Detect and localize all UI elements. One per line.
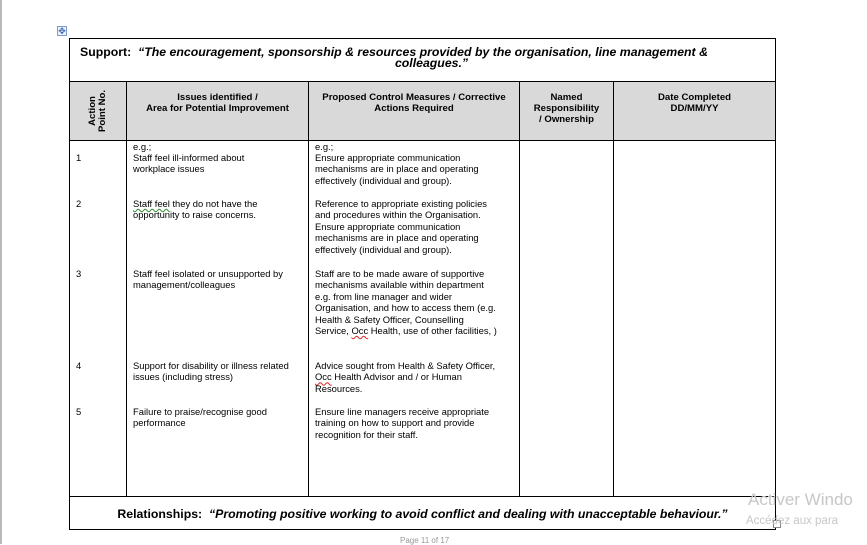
issue-line: opportunity to raise concerns. — [133, 209, 256, 221]
date-completed-cell[interactable] — [614, 141, 776, 497]
measure-line: mechanisms are in place and operating — [315, 163, 479, 175]
issue-line: issues (including stress) — [133, 371, 234, 383]
measure-line: Health & Safety Officer, Counselling — [315, 313, 464, 325]
spelling-flag[interactable]: Occ — [351, 325, 369, 337]
measure-example-label: e.g.; — [315, 141, 334, 152]
issue-line: Staff feel ill-informed about — [133, 152, 245, 163]
grammar-flag[interactable]: Staff feel — [133, 198, 170, 209]
measure-line: e.g. from line manager and wider — [315, 290, 453, 302]
header-issues[interactable] — [127, 82, 309, 141]
measure-line: Reference to appropriate existing policies — [315, 198, 487, 209]
measure-line: Ensure line managers receive appropriate — [315, 406, 490, 417]
action-number: 5 — [76, 406, 82, 417]
measure-item — [315, 360, 515, 394]
issue-line: Failure to praise/recognise good — [133, 406, 267, 417]
issue-line: Staff feel isolated or unsupported by — [133, 268, 283, 279]
action-number: 3 — [76, 268, 82, 279]
measure-line: training on how to support and provide — [315, 417, 475, 429]
header-action-point[interactable] — [70, 82, 127, 141]
relationships-title-cell[interactable] — [70, 497, 776, 530]
support-quote-line1: “The encouragement, sponsorship & resources provided by the organisation, line management & — [138, 45, 708, 59]
header-named-responsibility[interactable] — [520, 82, 614, 141]
measure-item — [315, 268, 515, 336]
measure-line: effectively (individual and group). — [315, 174, 452, 186]
header-named-line3: / Ownership — [539, 114, 594, 125]
issue-item — [133, 268, 304, 291]
action-number-cell[interactable] — [70, 141, 127, 497]
header-named-line2: Responsibility — [533, 103, 600, 114]
support-quote-line2: colleagues.” — [394, 56, 469, 70]
measure-line: and procedures within the Organisation. — [315, 209, 481, 221]
measure-item — [315, 198, 515, 255]
issues-cell[interactable] — [127, 141, 309, 497]
issue-line: workplace issues — [133, 163, 205, 175]
header-issues-line1: Issues identified / — [177, 92, 258, 103]
issue-item — [133, 406, 304, 429]
issue-item — [133, 152, 304, 175]
header-row — [70, 82, 776, 141]
header-measures-line2: Actions Required — [374, 103, 454, 114]
header-action-line2: Point No. — [97, 89, 108, 133]
measure-line-part: Health Advisor and / or Human — [331, 371, 462, 383]
risk-action-table — [69, 38, 776, 530]
measure-item — [315, 152, 515, 186]
activation-watermark-subtitle: Accédez aux para — [746, 515, 839, 527]
activation-watermark-title: Activer Windo — [748, 490, 853, 509]
support-label: Support: — [80, 45, 132, 59]
measures-cell[interactable] — [309, 141, 520, 497]
relationships-quote: “Promoting positive working to avoid conflict and dealing with unacceptable behaviour.” — [209, 507, 728, 521]
header-action-line1: Action — [87, 96, 98, 126]
support-title-cell[interactable] — [70, 39, 776, 82]
action-number: 1 — [76, 152, 82, 163]
measure-line-part: Health, use of other facilities, ) — [368, 325, 497, 337]
relationships-label: Relationships: — [117, 507, 203, 521]
page-left-edge — [0, 0, 2, 544]
move-table-icon[interactable]: ✥ — [58, 26, 66, 36]
measure-line: mechanisms are in place and operating — [315, 232, 479, 244]
issue-line: performance — [133, 417, 186, 429]
measure-line: Resources. — [315, 382, 363, 394]
issue-line: management/colleagues — [133, 279, 236, 291]
measure-line: Ensure appropriate communication — [315, 152, 461, 163]
issue-example-label: e.g.; — [133, 141, 152, 152]
measure-item — [315, 406, 515, 440]
issue-item — [133, 198, 304, 221]
named-responsibility-cell[interactable] — [520, 141, 614, 497]
action-number: 4 — [76, 360, 82, 371]
header-date-line2: DD/MM/YY — [670, 103, 719, 114]
measure-line — [315, 371, 515, 382]
header-date-line1: Date Completed — [658, 92, 732, 103]
header-issues-line2: Area for Potential Improvement — [146, 103, 289, 114]
header-measures-line1: Proposed Control Measures / Corrective — [322, 92, 506, 103]
header-named-line1: Named — [550, 92, 583, 103]
measure-line: Staff are to be made aware of supportive — [315, 268, 485, 279]
action-number: 2 — [76, 198, 82, 209]
issue-line: Support for disability or illness related — [133, 360, 289, 371]
issue-item — [133, 360, 304, 383]
spelling-flag[interactable]: Occ — [315, 371, 332, 383]
measure-line: mechanisms available within department — [315, 279, 484, 291]
measure-line: effectively (individual and group). — [315, 243, 452, 255]
measure-line: Ensure appropriate communication — [315, 220, 461, 232]
issue-line-rest: they do not have the — [169, 198, 258, 209]
page-number-footer: Page 11 of 17 — [400, 536, 450, 545]
issue-line — [133, 198, 304, 209]
table-body-row — [70, 141, 776, 497]
measure-line — [315, 325, 515, 336]
header-measures[interactable] — [309, 82, 520, 141]
measure-line: recognition for their staff. — [315, 428, 419, 440]
measure-line: Advice sought from Health & Safety Officer, — [315, 360, 496, 371]
header-date-completed[interactable] — [614, 82, 776, 141]
measure-line-part: Service, — [315, 325, 352, 337]
measure-line: Organisation, and how to access them (e.g. — [315, 302, 496, 314]
